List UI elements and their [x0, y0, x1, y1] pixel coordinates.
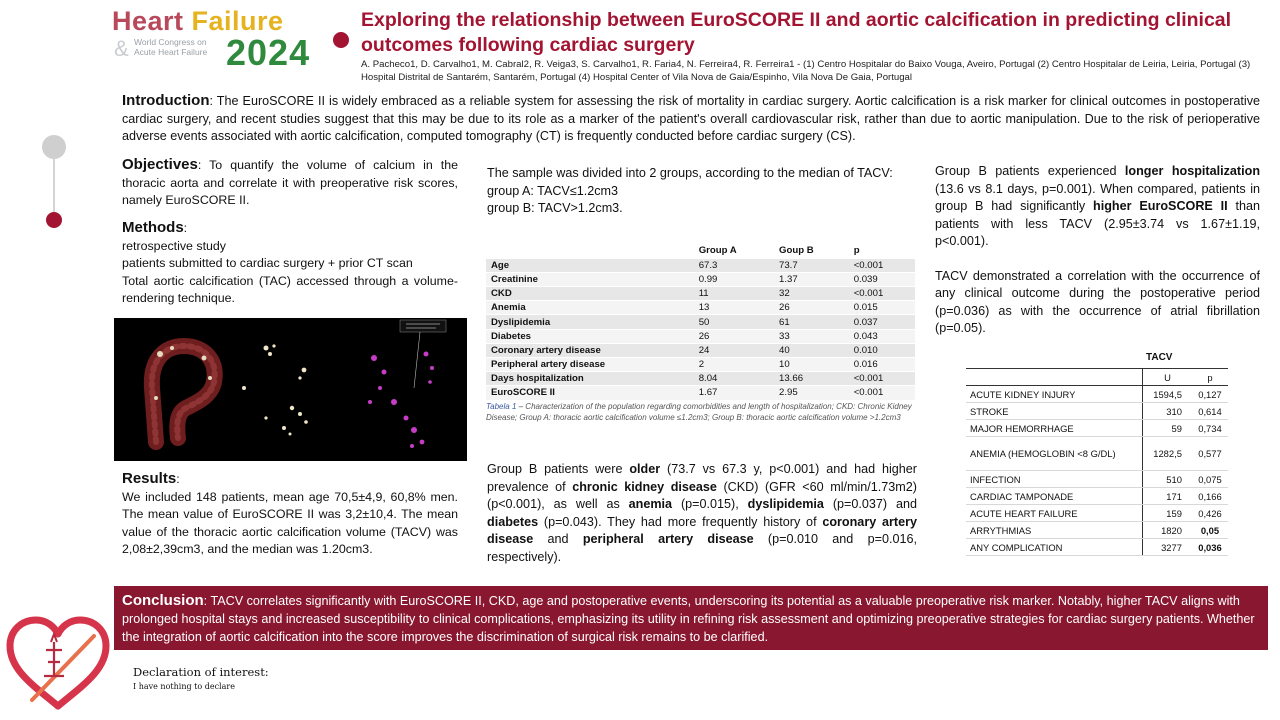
- table-caption-text: – Characterization of the population regarding comorbidities and length of hospitalization; CKD: Chronic Kidney Disease; Group A: thoracic aortic calcification volume ≤1.2cm3; Group B: thoracic aortic calcification volume >1.2cm3: [486, 402, 912, 422]
- table-cell: 0.010: [849, 343, 915, 357]
- table-cell: 0,166: [1192, 488, 1228, 505]
- table-header-row: [486, 244, 915, 258]
- table-header-row: [966, 369, 1228, 386]
- table-row: [966, 420, 1228, 437]
- groups-intro: The sample was divided into 2 groups, according to the median of TACV:: [487, 166, 893, 180]
- table-cell: 67.3: [694, 258, 774, 272]
- table-cell: Coronary artery disease: [486, 343, 694, 357]
- poster-title: Exploring the relationship between EuroSCORE II and aortic calcification in predicting clinical outcomes following cardiac surgery: [361, 9, 1232, 56]
- introduction-heading: Introduction: [122, 92, 210, 109]
- table-cell: 1820: [1142, 522, 1191, 539]
- table-cell: 13: [694, 301, 774, 315]
- table-row: [486, 343, 915, 357]
- table-cell: Diabetes: [486, 329, 694, 343]
- table-cell: 0.99: [694, 272, 774, 286]
- table-cell: 3277: [1142, 539, 1191, 556]
- table-cell: 26: [694, 329, 774, 343]
- characterization-table: [486, 244, 915, 401]
- declaration-of-interest: [133, 665, 269, 691]
- table-cell: 0,426: [1192, 505, 1228, 522]
- table-cell: <0.001: [849, 386, 915, 400]
- table-header-cell: Group A: [694, 244, 774, 258]
- title-bullet-icon: [333, 32, 349, 48]
- table-cell: 40: [774, 343, 849, 357]
- table-cell: 33: [774, 329, 849, 343]
- group-b-definition: group B: TACV>1.2cm3.: [487, 201, 623, 215]
- table-row: [966, 522, 1228, 539]
- table-header-cell: p: [1192, 369, 1228, 386]
- table-cell: 26: [774, 301, 849, 315]
- table-cell: 0,036: [1192, 539, 1228, 556]
- objectives-text: : To quantify the volume of calcium in the thoracic aorta and correlate it with preoperative risk scores, namely EuroSCORE II.: [122, 158, 458, 207]
- table-cell: 0,614: [1192, 403, 1228, 420]
- introduction-section: [122, 92, 1260, 146]
- table-row: [966, 471, 1228, 488]
- highlight-pad: peripheral artery disease: [582, 532, 754, 546]
- correlation-paragraph: TACV demonstrated a correlation with the occurrence of any clinical outcome during the postoperative period (p=0.036) as with the occurrence of atrial fibrillation (p=0.05).: [935, 268, 1260, 335]
- conclusion-banner: [114, 586, 1268, 650]
- table-cell: CARDIAC TAMPONADE: [966, 488, 1142, 505]
- results-text: : We included 148 patients, mean age 70,5±4,9, 60,8% men. The mean value of EuroSCORE II was 3,2±10,4. The mean value of the thoracic aortic calcification volume (TACV) was 2,08±2,39cm3, and the median was 1.20cm3.: [122, 472, 458, 556]
- table-cell: 0,075: [1192, 471, 1228, 488]
- table-cell: 0.043: [849, 329, 915, 343]
- table-cell: 0,05: [1192, 522, 1228, 539]
- table-header-cell: Goup B: [774, 244, 849, 258]
- highlight-diabetes: diabetes: [487, 514, 539, 529]
- introduction-text: : The EuroSCORE II is widely embraced as a reliable system for assessing the risk of mortality in cardiac surgery. Aortic calcification is a risk marker for clinical outcomes in postoperative cardiac surgery, and recent studies suggest that this may be due to its role as a marker of the patient's overall cardiovascular risk, rather than due to aortic manipulation. Due to the risk of perioperative adverse events associated with aortic calcification, computed tomography (CT) is frequently conducted before cardiac surgery (CS).: [122, 94, 1260, 143]
- table-row: [486, 386, 915, 400]
- methods-item: patients submitted to cardiac surgery + prior CT scan: [122, 256, 413, 270]
- table-cell: ACUTE KIDNEY INJURY: [966, 386, 1142, 403]
- outcomes-table: [966, 368, 1228, 556]
- declaration-text: I have nothing to declare: [133, 682, 235, 691]
- table-cell: 1282,5: [1142, 437, 1191, 471]
- table-header-cell: [966, 369, 1142, 386]
- table-cell: 1.67: [694, 386, 774, 400]
- table-cell: 0.016: [849, 358, 915, 372]
- results-section: [122, 470, 458, 559]
- table-cell: 171: [1142, 488, 1191, 505]
- tacv-table-title: TACV: [1146, 352, 1173, 363]
- table-row: [486, 287, 915, 301]
- table-cell: 1.37: [774, 272, 849, 286]
- table-cell: Peripheral artery disease: [486, 358, 694, 372]
- red-dot-icon: [46, 212, 62, 228]
- congress-logo: [112, 6, 324, 72]
- table-cell: MAJOR HEMORRHAGE: [966, 420, 1142, 437]
- table-row: [486, 358, 915, 372]
- table-row: [966, 488, 1228, 505]
- table-row: [966, 539, 1228, 556]
- table-row: [966, 437, 1228, 471]
- table-cell: ARRYTHMIAS: [966, 522, 1142, 539]
- table-row: [486, 301, 915, 315]
- table-cell: 0.039: [849, 272, 915, 286]
- table-cell: 510: [1142, 471, 1191, 488]
- authors-affiliations: A. Pacheco1, D. Carvalho1, M. Cabral2, R. Veiga3, S. Carvalho1, R. Faria4, N. Ferreira4, R. Ferreira1 - (1) Centro Hospitalar do Baixo Vouga, Aveiro, Portugal (2) Centro Hospitalar de Leiria, Leiria, Portugal (3) Hospital Distrital de Santarém, Santarém, Portugal (4) Hospital Center of Vila Nova de Gaia/Espinho, Vila Nova De Gaia, Portugal: [361, 59, 1251, 83]
- table-cell: 61: [774, 315, 849, 329]
- table-cell: 59: [1142, 420, 1191, 437]
- table-cell: <0.001: [849, 287, 915, 301]
- objectives-section: [122, 156, 458, 210]
- table-cell: 310: [1142, 403, 1191, 420]
- logo-year: 2024: [226, 32, 311, 73]
- table-row: [486, 258, 915, 272]
- table-row: [966, 386, 1228, 403]
- methods-section: [122, 219, 458, 308]
- table-cell: Age: [486, 258, 694, 272]
- table-header-cell: U: [1142, 369, 1191, 386]
- ct-image-graphic: [114, 318, 467, 461]
- table-header-cell: [486, 244, 694, 258]
- methods-heading: Methods: [122, 219, 184, 236]
- table-cell: 8.04: [694, 372, 774, 386]
- table-cell: 0,577: [1192, 437, 1228, 471]
- highlight-cad: coronary artery disease: [487, 514, 917, 546]
- table-cell: 2: [694, 358, 774, 372]
- table-cell: ACUTE HEART FAILURE: [966, 505, 1142, 522]
- group-a-definition: group A: TACV≤1.2cm3: [487, 183, 619, 198]
- logo-subtitle: World Congress on Acute Heart Failure: [134, 37, 208, 57]
- table-cell: 0,734: [1192, 420, 1228, 437]
- table-row: [486, 329, 915, 343]
- table-caption: [486, 402, 914, 423]
- table-cell: ANEMIA (HEMOGLOBIN <8 G/DL): [966, 437, 1142, 471]
- conclusion-heading: Conclusion: [122, 592, 204, 609]
- table-cell: INFECTION: [966, 471, 1142, 488]
- table-cell: Days hospitalization: [486, 372, 694, 386]
- table-cell: CKD: [486, 287, 694, 301]
- highlight-dyslipidemia: dyslipidemia: [747, 497, 824, 511]
- table-caption-label: Tabela 1: [486, 402, 517, 411]
- ct-volume-rendering-image: [114, 318, 467, 461]
- groups-definition: [487, 165, 917, 218]
- results-heading: Results: [122, 470, 177, 487]
- table-cell: <0.001: [849, 372, 915, 386]
- methods-item: retrospective study: [122, 238, 226, 253]
- table-cell: 32: [774, 287, 849, 301]
- table-cell: 50: [694, 315, 774, 329]
- hospitalization-paragraph: Group B patients experienced longer hospitalization (13.6 vs 8.1 days, p=0.001). When compared, patients in group B had significantly higher EuroSCORE II than patients with less TACV (2.95±3.74 vs 1.67±1.19, p<0.001).: [935, 164, 1261, 248]
- table-cell: ANY COMPLICATION: [966, 539, 1142, 556]
- table-cell: 159: [1142, 505, 1191, 522]
- table-cell: Dyslipidemia: [486, 315, 694, 329]
- table-cell: 2.95: [774, 386, 849, 400]
- highlight-anemia: anemia: [628, 497, 673, 511]
- ampersand-icon: &: [114, 36, 129, 61]
- objectives-heading: Objectives: [122, 156, 198, 173]
- declaration-title: Declaration of interest:: [133, 665, 269, 679]
- table-cell: <0.001: [849, 258, 915, 272]
- heart-logo-icon: [4, 612, 112, 712]
- highlight-older: older: [629, 462, 661, 476]
- table-cell: 0.015: [849, 301, 915, 315]
- table-cell: 24: [694, 343, 774, 357]
- table-row: [486, 372, 915, 386]
- outcomes-text: [935, 163, 1260, 338]
- table-cell: EuroSCORE II: [486, 386, 694, 400]
- table-cell: STROKE: [966, 403, 1142, 420]
- table-cell: Creatinine: [486, 272, 694, 286]
- table-cell: 0.037: [849, 315, 915, 329]
- highlight-ckd: chronic kidney disease: [572, 479, 717, 494]
- table-cell: Anemia: [486, 301, 694, 315]
- table-row: [966, 403, 1228, 420]
- table-row: [486, 315, 915, 329]
- group-b-comparison-text: Group B patients were older (73.7 vs 67.3 y, p<0.001) and had higher prevalence of chronic kidney disease (CKD) (GFR <60 ml/min/1.73m2) (p<0.001), as well as anemia (p=0.015), dyslipidemia (p=0.037) and diabetes (p=0.043). They had more frequently history of coronary artery disease and peripheral artery disease (p=0.010 and p=0.016, respectively).: [487, 462, 918, 564]
- table-row: [486, 272, 915, 286]
- table-cell: 73.7: [774, 258, 849, 272]
- table-row: [966, 505, 1228, 522]
- methods-colon: :: [183, 221, 188, 235]
- table-cell: 1594,5: [1142, 386, 1191, 403]
- table-cell: 10: [774, 358, 849, 372]
- logo-heart: Heart: [112, 6, 184, 36]
- conclusion-text: : TACV correlates significantly with EuroSCORE II, CKD, age and postoperative events, underscoring its potential as a valuable preoperative risk marker. Notably, higher TACV aligns with prolonged hospital stays and increased susceptibility to clinical complications, emphasizing its utility in refining risk assessment and optimizing preoperative strategies for cardiac surgery patients. Whether the integration of aortic calcification into the score improves the discrimination of surgical risk remains to be clarified.: [122, 594, 1255, 644]
- grey-dot-icon: [42, 135, 66, 159]
- logo-failure: Failure: [191, 6, 284, 36]
- table-cell: 0,127: [1192, 386, 1228, 403]
- table-cell: 13.66: [774, 372, 849, 386]
- table-cell: 11: [694, 287, 774, 301]
- methods-item: Total aortic calcification (TAC) accessed through a volume-rendering technique.: [122, 273, 458, 305]
- table-header-cell: p: [849, 244, 915, 258]
